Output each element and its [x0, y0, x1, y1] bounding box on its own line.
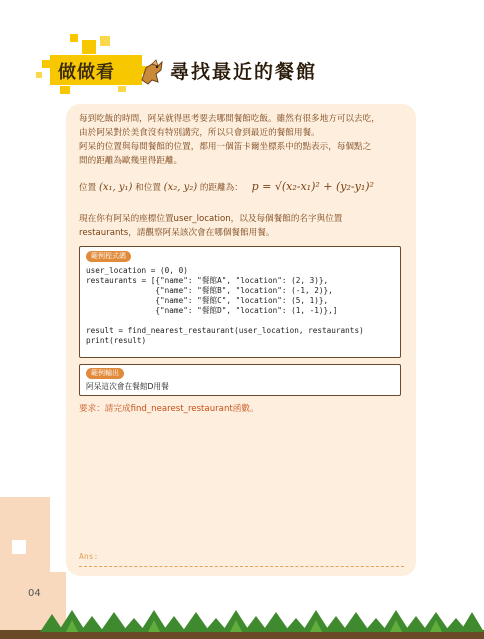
tree-border: [0, 606, 484, 639]
intro-line: 由於阿呆對於美食沒有特別講究，所以只會到最近的餐館用餐。: [79, 128, 320, 138]
code-example-box: [79, 246, 401, 358]
point-two: (x₂, y₂): [163, 182, 198, 193]
griffin-mascot-icon: [138, 58, 166, 86]
intro-line: 每到吃飯的時間，阿呆就得思考要去哪間餐館吃飯。雖然有很多地方可以去吃，: [79, 114, 380, 124]
intro-paragraph: [79, 112, 409, 168]
page-title: 尋找最近的餐館: [170, 61, 318, 83]
code-line: restaurants = [{"name": "餐館A", "location": (2, 3)},: [86, 276, 329, 285]
code-line: user_location = (0, 0): [86, 266, 188, 275]
formula-suffix: 的距離為：: [199, 183, 243, 193]
code-line: result = find_nearest_restaurant(user_location, restaurants): [86, 326, 364, 335]
intro-line: 阿呆的位置與每間餐館的位置，都用一個笛卡爾坐標系中的點表示，每個點之: [79, 142, 372, 152]
distance-formula: [79, 180, 374, 193]
left-decoration-window: [12, 540, 26, 554]
output-text: 阿呆這次會在餐館D用餐: [86, 382, 169, 391]
code-line: {"name": "餐館B", "location": (-1, 2)},: [86, 286, 333, 295]
code-line: {"name": "餐館D", "location": (1, -1)},]: [86, 306, 338, 315]
answer-line: [79, 566, 404, 567]
code-block: [86, 266, 364, 346]
code-line: print(result): [86, 336, 147, 345]
formula-expression: p = √(x₂-x₁)² + (y₂-y₁)²: [251, 180, 374, 193]
formula-mid: 和位置: [135, 183, 161, 193]
code-example-tag: 範例程式碼: [86, 251, 131, 262]
task-line: 現在你有阿呆的座標位置user_location，以及每個餐館的名字與位置: [79, 214, 343, 224]
requirement-text: 要求：請完成find_nearest_restaurant函數。: [79, 404, 259, 414]
formula-prefix: 位置: [79, 183, 97, 193]
code-line: {"name": "餐館C", "location": (5, 1)},: [86, 296, 329, 305]
badge-label: 做做看: [58, 62, 115, 83]
answer-label: Ans:: [79, 552, 99, 561]
intro-line: 間的距離為歐幾里得距離。: [79, 156, 183, 166]
output-example-box: [79, 364, 401, 396]
task-line: restaurants，請觀察阿呆該次會在哪個餐館用餐。: [79, 228, 275, 238]
output-example-tag: 範例輸出: [86, 368, 124, 379]
point-one: (x₁, y₁): [98, 182, 133, 193]
task-paragraph: [79, 212, 409, 240]
page-number: 04: [28, 588, 41, 599]
